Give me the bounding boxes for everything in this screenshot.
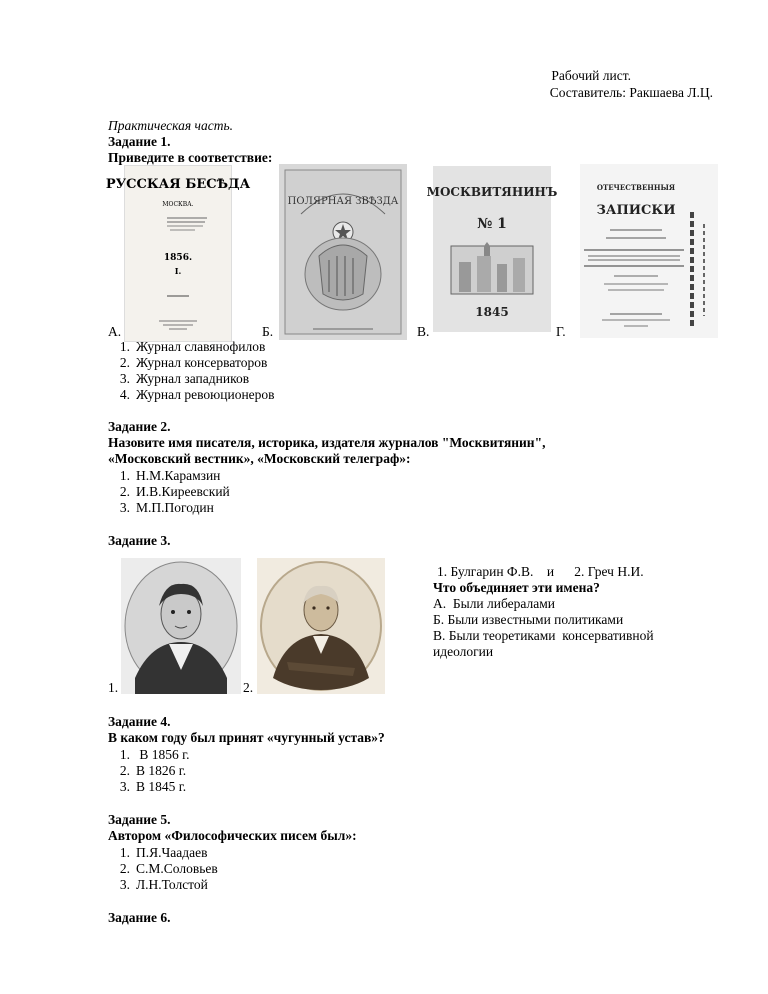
cover3-year: 1845 bbox=[475, 305, 509, 319]
task2-title: Задание 2. bbox=[108, 419, 171, 434]
list-item: 3. В 1845 г. bbox=[119, 779, 187, 794]
cover3-num: № 1 bbox=[477, 216, 507, 232]
list-item: 2. И.В.Киреевский bbox=[119, 484, 230, 499]
cover4-letter: Г. bbox=[556, 324, 566, 339]
task4-title: Задание 4. bbox=[108, 714, 171, 729]
cover-image-moskvityanin bbox=[426, 166, 558, 332]
header-line-1: Рабочий лист. bbox=[551, 68, 631, 83]
cover2-title: ПОЛЯРНАЯ ЗВѢЗДА bbox=[287, 196, 399, 207]
cover3-title: МОСКВИТЯНИНЪ bbox=[426, 185, 558, 199]
portrait-bulgarin bbox=[121, 558, 241, 694]
portrait1-label: 1. bbox=[108, 680, 119, 695]
list-item: 3. Л.Н.Толстой bbox=[119, 877, 208, 892]
cover1-letter: А. bbox=[108, 324, 122, 339]
list-item: 1. Журнал славянофилов bbox=[119, 339, 266, 354]
cover-image-russkaya-beseda bbox=[105, 165, 251, 342]
task2-prompt-line2: «Московский вестник», «Московский телеграф»: bbox=[108, 451, 411, 466]
task5-title: Задание 5. bbox=[108, 812, 171, 827]
cover4-pre: ОТЕЧЕСТВЕННЫЯ bbox=[596, 183, 676, 192]
list-item: 3. Журнал западников bbox=[119, 371, 250, 386]
task3-question: Что объединяет эти имена? bbox=[433, 580, 600, 595]
cover2-letter: Б. bbox=[262, 324, 274, 339]
list-item: 2. В 1826 г. bbox=[119, 763, 187, 778]
cover1-sub: МОСКВА. bbox=[162, 201, 194, 208]
svg-text:I.: I. bbox=[174, 266, 182, 276]
task3-answer-c: В. Были теоретиками консервативной bbox=[433, 628, 654, 643]
cover-image-otechestvennye-zapiski bbox=[580, 164, 718, 338]
task3-title: Задание 3. bbox=[108, 533, 171, 548]
task2-prompt-line1: Назовите имя писателя, историка, издателя журналов "Москвитянин", bbox=[108, 435, 546, 450]
portrait2-label: 2. bbox=[243, 680, 254, 695]
cover1-title: РУССКАЯ БЕСѢДА bbox=[105, 177, 251, 192]
list-item: 1. В 1856 г. bbox=[119, 747, 190, 762]
section-title: Практическая часть. bbox=[108, 118, 233, 133]
task3-answer-c-cont: идеологии bbox=[433, 644, 494, 659]
task3-answer-a: А. Были либералами bbox=[433, 596, 556, 611]
task3-answer-b: Б. Были известными политиками bbox=[433, 612, 624, 627]
task6-title: Задание 6. bbox=[108, 910, 171, 925]
task3-names: 1. Булгарин Ф.В. и 2. Греч Н.И. bbox=[437, 564, 644, 579]
header-line-2: Составитель: Ракшаева Л.Ц. bbox=[549, 85, 713, 100]
task5-prompt: Автором «Философических писем был»: bbox=[108, 828, 357, 843]
list-item: 2. С.М.Соловьев bbox=[119, 861, 218, 876]
task1-title: Задание 1. bbox=[108, 134, 171, 149]
cover4-title: ЗАПИСКИ bbox=[596, 203, 676, 218]
cover1-year: 1856. bbox=[163, 253, 193, 263]
list-item: 3. М.П.Погодин bbox=[119, 500, 214, 515]
cover-image-polyarnaya-zvezda bbox=[279, 164, 407, 340]
list-item: 4. Журнал ревоюционеров bbox=[119, 387, 275, 402]
task1-prompt: Приведите в соответствие: bbox=[108, 150, 273, 165]
task4-prompt: В каком году был принят «чугунный устав»? bbox=[108, 730, 385, 745]
list-item: 1. Н.М.Карамзин bbox=[119, 468, 221, 483]
list-item: 2. Журнал консерваторов bbox=[119, 355, 268, 370]
cover3-letter: В. bbox=[417, 324, 430, 339]
list-item: 1. П.Я.Чаадаев bbox=[119, 845, 208, 860]
portrait-grech bbox=[257, 558, 385, 694]
